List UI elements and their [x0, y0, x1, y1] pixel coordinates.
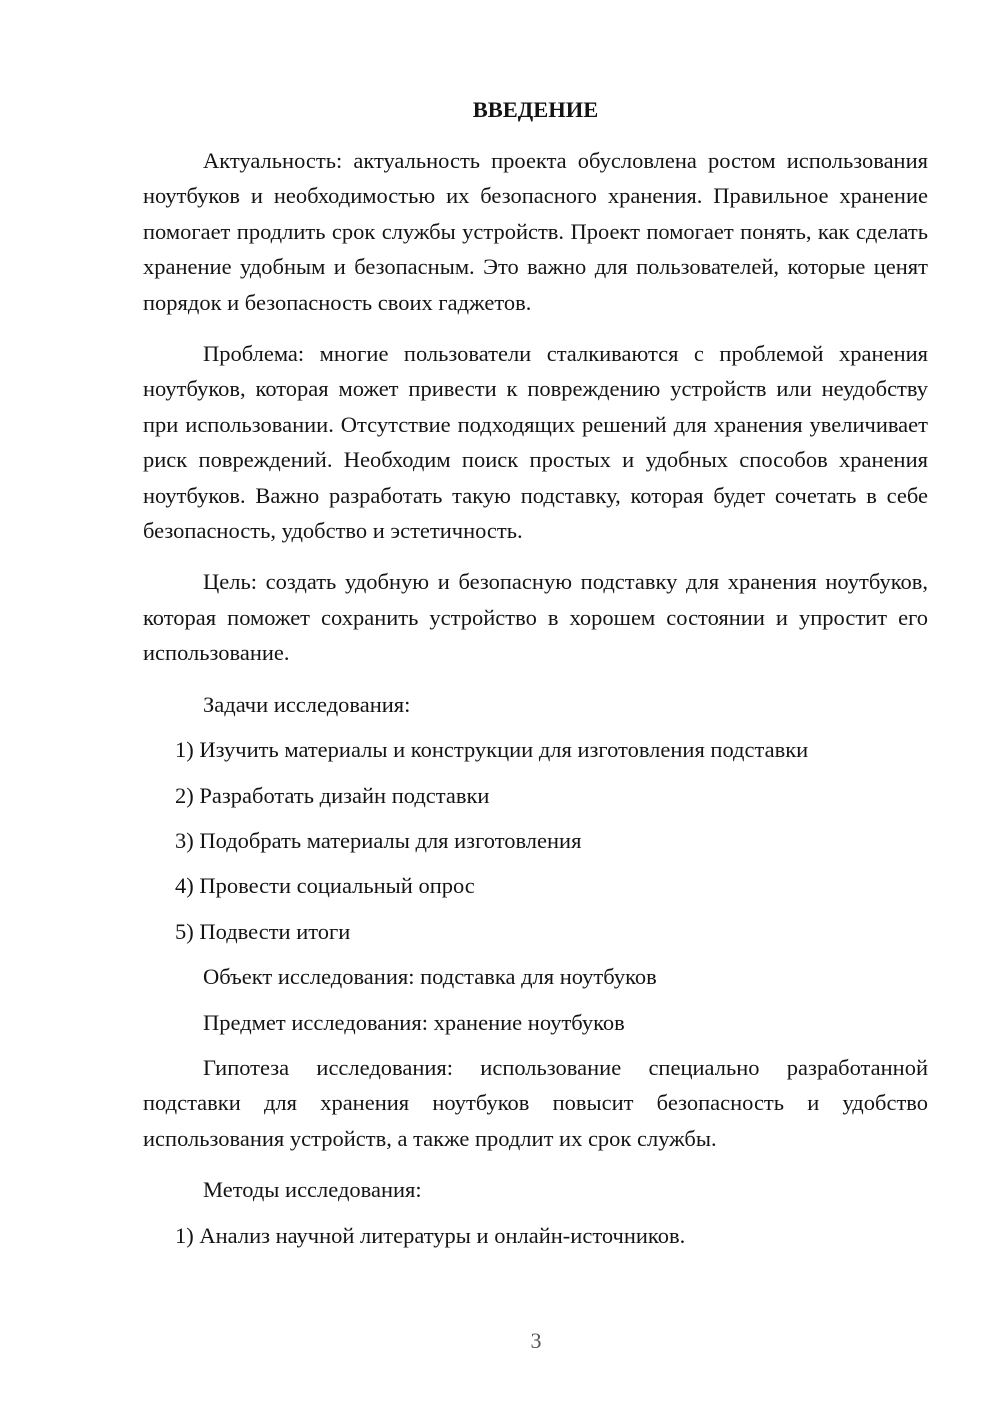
- page-title: ВВЕДЕНИЕ: [472, 97, 599, 122]
- paragraph-problem: Проблема: многие пользователи сталкиваются с проблемой хранения ноутбуков, которая может привести к повреждению устройств или неудобству при использовании. Отсутствие подходящих решений для хранения увеличивает риск повреждений. Необходим поиск простых и удобных способов хранения ноутбуков. Важно разработать такую подставку, которая будет сочетать в себе безопасность, удобство и эстетичность.: [143, 341, 928, 544]
- paragraph-relevance: Актуальность: актуальность проекта обусловлена ростом использования ноутбуков и необходимостью их безопасного хранения. Правильное хранение помогает продлить срок службы устройств. Проект помогает понять, как сделать хранение удобным и безопасным. Это важно для пользователей, которые ценят порядок и безопасность своих гаджетов.: [143, 148, 928, 315]
- page-content: [143, 94, 928, 1263]
- methods-list: [143, 1218, 928, 1253]
- paragraph-subject: Предмет исследования: хранение ноутбуков: [203, 1009, 625, 1035]
- list-item: 2) Разработать дизайн подставки: [175, 782, 490, 808]
- paragraph-object: Объект исследования: подставка для ноутбуков: [203, 964, 657, 990]
- list-item: 4) Провести социальный опрос: [175, 873, 475, 899]
- page-number: 3: [530, 1328, 542, 1353]
- methods-heading: Методы исследования:: [203, 1177, 422, 1203]
- paragraph-goal: Цель: создать удобную и безопасную подставку для хранения ноутбуков, которая поможет сохранить устройство в хорошем состоянии и упростит его использование.: [143, 569, 928, 666]
- list-item: 5) Подвести итоги: [175, 918, 351, 944]
- list-item: 3) Подобрать материалы для изготовления: [175, 827, 582, 853]
- tasks-heading: Задачи исследования:: [203, 691, 411, 717]
- list-item: 1) Изучить материалы и конструкции для изготовления подставки: [175, 737, 809, 763]
- paragraph-hypothesis: Гипотеза исследования: использование специально разработанной подставки для хранения ноутбуков повысит безопасность и удобство использования устройств, а также продлит их срок службы.: [143, 1054, 928, 1151]
- tasks-list: [143, 732, 928, 949]
- list-item: 1) Анализ научной литературы и онлайн-источников.: [175, 1222, 686, 1248]
